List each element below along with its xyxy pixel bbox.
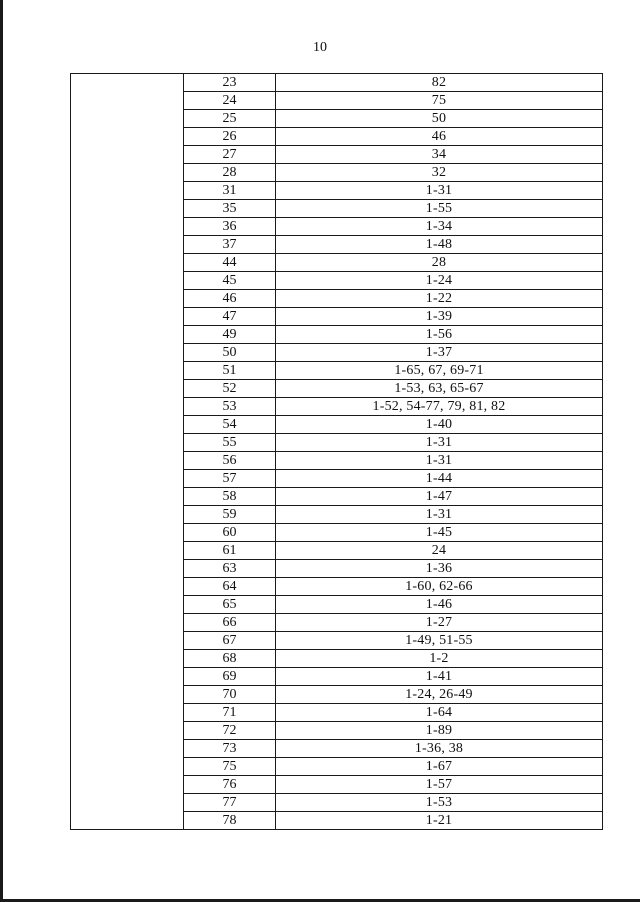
- row-number-cell: 36: [184, 218, 276, 235]
- table-row: [184, 470, 602, 488]
- row-range-cell: 1-21: [425, 813, 453, 828]
- table-row: [184, 128, 602, 146]
- row-range-cell: 1-67: [425, 759, 453, 774]
- row-number-cell: 71: [184, 704, 276, 721]
- row-range-cell: 1-40: [425, 417, 453, 432]
- row-range-cell: 1-34: [425, 219, 453, 234]
- row-number-cell: 75: [184, 758, 276, 775]
- table-row: [184, 254, 602, 272]
- row-range-cell: 1-52, 54-77, 79, 81, 82: [372, 399, 506, 414]
- row-range-cell: 1-24, 26-49: [405, 687, 473, 702]
- row-number-cell: 23: [184, 74, 276, 91]
- row-range-cell: 1-57: [425, 777, 453, 792]
- row-range-cell: 1-27: [425, 615, 453, 630]
- row-number-cell: 46: [184, 290, 276, 307]
- table-row: [184, 488, 602, 506]
- row-number-cell: 35: [184, 200, 276, 217]
- table-left-column: [71, 74, 184, 829]
- quarter-table: [70, 73, 603, 830]
- row-number-cell: 47: [184, 308, 276, 325]
- row-number-cell: 28: [184, 164, 276, 181]
- row-range-cell: 1-45: [425, 525, 453, 540]
- table-row: [184, 686, 602, 704]
- table-row: [184, 704, 602, 722]
- row-number-cell: 78: [184, 812, 276, 830]
- row-number-cell: 66: [184, 614, 276, 631]
- row-number-cell: 58: [184, 488, 276, 505]
- row-range-cell: 75: [431, 93, 447, 108]
- row-range-cell: 1-31: [425, 507, 453, 522]
- row-number-cell: 51: [184, 362, 276, 379]
- table-row: [184, 74, 602, 92]
- row-range-cell: 1-64: [425, 705, 453, 720]
- row-range-cell: 1-36: [425, 561, 453, 576]
- row-range-cell: 1-48: [425, 237, 453, 252]
- table-row: [184, 110, 602, 128]
- table-row: [184, 92, 602, 110]
- row-number-cell: 53: [184, 398, 276, 415]
- row-number-cell: 24: [184, 92, 276, 109]
- row-range-cell: 1-53: [425, 795, 453, 810]
- row-range-cell: 34: [431, 147, 447, 162]
- table-row: [184, 812, 602, 830]
- row-range-cell: 1-60, 62-66: [405, 579, 473, 594]
- row-range-cell: 1-53, 63, 65-67: [394, 381, 484, 396]
- table-row: [184, 146, 602, 164]
- table-row: [184, 632, 602, 650]
- row-number-cell: 49: [184, 326, 276, 343]
- row-range-cell: 1-89: [425, 723, 453, 738]
- table-row: [184, 740, 602, 758]
- row-number-cell: 44: [184, 254, 276, 271]
- table-row: [184, 542, 602, 560]
- table-row: [184, 668, 602, 686]
- row-number-cell: 67: [184, 632, 276, 649]
- row-number-cell: 57: [184, 470, 276, 487]
- table-row: [184, 614, 602, 632]
- row-range-cell: 50: [431, 111, 447, 126]
- row-number-cell: 27: [184, 146, 276, 163]
- row-number-cell: 25: [184, 110, 276, 127]
- row-range-cell: 1-44: [425, 471, 453, 486]
- row-range-cell: 1-31: [425, 453, 453, 468]
- table-row: [184, 380, 602, 398]
- table-row: [184, 362, 602, 380]
- page-edge-left: [0, 0, 3, 902]
- row-number-cell: 54: [184, 416, 276, 433]
- table-row: [184, 524, 602, 542]
- row-range-cell: 1-24: [425, 273, 453, 288]
- row-range-cell: 1-31: [425, 435, 453, 450]
- row-range-cell: 1-47: [425, 489, 453, 504]
- row-range-cell: 1-39: [425, 309, 453, 324]
- row-number-cell: 65: [184, 596, 276, 613]
- row-number-cell: 69: [184, 668, 276, 685]
- table-row: [184, 560, 602, 578]
- table-row: [184, 506, 602, 524]
- table-row: [184, 776, 602, 794]
- row-number-cell: 45: [184, 272, 276, 289]
- table-row: [184, 272, 602, 290]
- table-row: [184, 416, 602, 434]
- table-row: [184, 236, 602, 254]
- row-range-cell: 32: [431, 165, 447, 180]
- row-number-cell: 64: [184, 578, 276, 595]
- table-row: [184, 344, 602, 362]
- table-row: [184, 218, 602, 236]
- row-range-cell: 1-37: [425, 345, 453, 360]
- table-row: [184, 308, 602, 326]
- table-row: [184, 794, 602, 812]
- table-row: [184, 650, 602, 668]
- row-range-cell: 1-2: [429, 651, 449, 666]
- table-row: [184, 200, 602, 218]
- row-number-cell: 37: [184, 236, 276, 253]
- row-range-cell: 82: [431, 75, 447, 90]
- table-row: [184, 434, 602, 452]
- row-range-cell: 28: [431, 255, 447, 270]
- row-number-cell: 70: [184, 686, 276, 703]
- row-range-cell: 1-41: [425, 669, 453, 684]
- row-number-cell: 52: [184, 380, 276, 397]
- row-range-cell: 1-36, 38: [414, 741, 464, 756]
- row-range-cell: 46: [431, 129, 447, 144]
- row-number-cell: 72: [184, 722, 276, 739]
- page-number: 10: [313, 40, 327, 55]
- table-row: [184, 578, 602, 596]
- row-range-cell: 1-22: [425, 291, 453, 306]
- table-row: [184, 164, 602, 182]
- row-number-cell: 68: [184, 650, 276, 667]
- row-number-cell: 56: [184, 452, 276, 469]
- row-range-cell: 1-65, 67, 69-71: [394, 363, 484, 378]
- table-row: [184, 596, 602, 614]
- table-row: [184, 398, 602, 416]
- row-range-cell: 1-31: [425, 183, 453, 198]
- row-number-cell: 61: [184, 542, 276, 559]
- table-row: [184, 326, 602, 344]
- row-range-cell: 1-56: [425, 327, 453, 342]
- row-number-cell: 59: [184, 506, 276, 523]
- row-number-cell: 63: [184, 560, 276, 577]
- row-range-cell: 1-49, 51-55: [405, 633, 473, 648]
- row-range-cell: 1-46: [425, 597, 453, 612]
- row-number-cell: 50: [184, 344, 276, 361]
- row-number-cell: 60: [184, 524, 276, 541]
- table-row: [184, 758, 602, 776]
- row-number-cell: 73: [184, 740, 276, 757]
- row-number-cell: 76: [184, 776, 276, 793]
- row-range-cell: 1-55: [425, 201, 453, 216]
- table-rows: [184, 74, 602, 830]
- table-row: [184, 182, 602, 200]
- row-number-cell: 55: [184, 434, 276, 451]
- row-number-cell: 31: [184, 182, 276, 199]
- row-number-cell: 77: [184, 794, 276, 811]
- table-row: [184, 290, 602, 308]
- row-number-cell: 26: [184, 128, 276, 145]
- table-row: [184, 452, 602, 470]
- table-row: [184, 722, 602, 740]
- row-range-cell: 24: [431, 543, 447, 558]
